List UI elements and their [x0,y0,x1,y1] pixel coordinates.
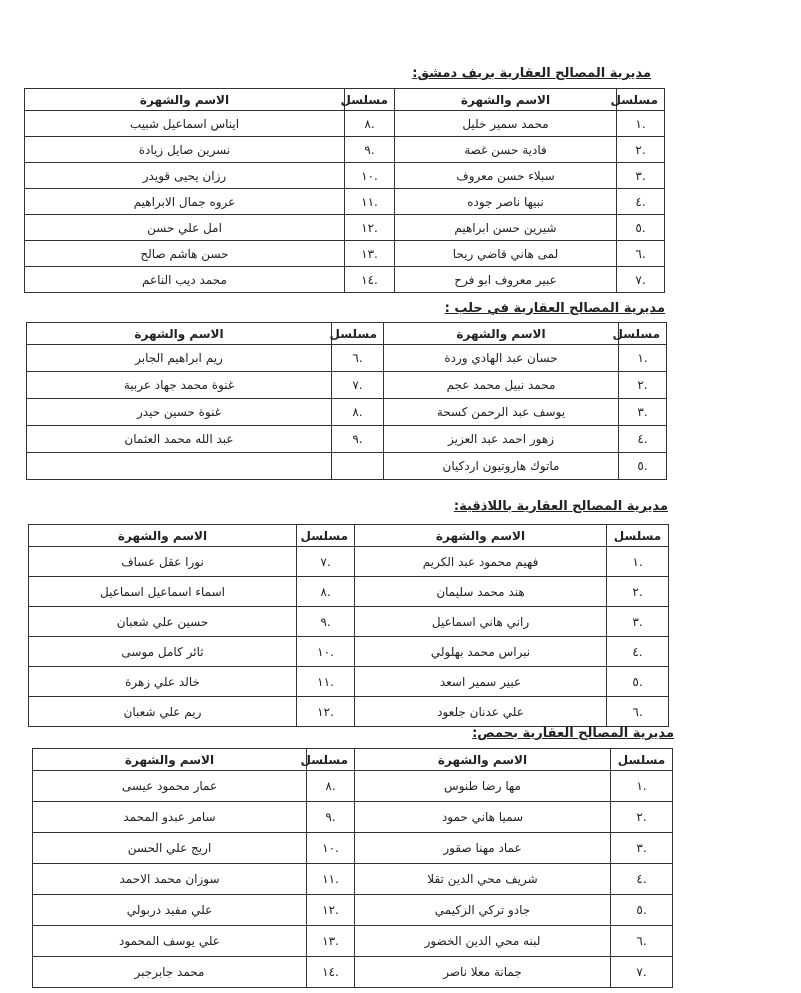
name-cell: سامر عبدو المحمد [33,802,307,833]
serial-cell: .٣ [617,163,665,189]
table-row [33,926,673,957]
table-row [25,137,665,163]
serial-cell: .١١ [307,864,355,895]
name-cell: علي يوسف المحمود [33,926,307,957]
name-cell: حسان عبد الهادي وردة [384,345,619,372]
serial-cell: .٢ [611,802,673,833]
serial-cell: .٤ [607,637,669,667]
header-name: الاسم والشهرة [33,749,307,771]
serial-cell: .٢ [619,372,667,399]
name-cell: غنوة محمد جهاد عربية [27,372,332,399]
name-cell: فهيم محمود عبد الكريم [355,547,607,577]
serial-cell: .٥ [617,215,665,241]
name-cell: شيرين حسن ابراهيم [395,215,617,241]
header-name: الاسم والشهرة [395,89,617,111]
serial-cell: .٧ [332,372,384,399]
name-cell: رزان يحيى قويدر [25,163,345,189]
name-cell: هند محمد سليمان [355,577,607,607]
table-latakia [28,524,669,727]
name-cell: علي مفيد دربولي [33,895,307,926]
serial-cell: .١٠ [297,637,355,667]
table-header-row [33,749,673,771]
serial-cell: .٦ [607,697,669,727]
header-name: الاسم والشهرة [27,323,332,345]
table-row [33,895,673,926]
name-cell: ماتوك هاروتيون اردكيان [384,453,619,480]
name-cell: سوزان محمد الاحمد [33,864,307,895]
serial-cell: .١٤ [307,957,355,988]
serial-cell: .١٣ [345,241,395,267]
name-cell: خالد علي زهرة [29,667,297,697]
serial-cell: .٩ [297,607,355,637]
serial-cell: .١٠ [307,833,355,864]
table-row [25,189,665,215]
table-row [29,547,669,577]
serial-cell: .٣ [611,833,673,864]
serial-cell: .٣ [619,399,667,426]
serial-cell [332,453,384,480]
serial-cell: .٣ [607,607,669,637]
name-cell: عبد الله محمد العثمان [27,426,332,453]
name-cell: محمد سمير خليل [395,111,617,137]
table-row [25,163,665,189]
serial-cell: .١٣ [307,926,355,957]
serial-cell: .١٢ [345,215,395,241]
serial-cell: .٦ [332,345,384,372]
serial-cell: .١ [607,547,669,577]
serial-cell: .٥ [611,895,673,926]
header-serial: مسلسل [611,749,673,771]
name-cell: راني هاني اسماعيل [355,607,607,637]
table-row [27,345,667,372]
serial-cell: .٦ [611,926,673,957]
serial-cell: .١ [617,111,665,137]
table-row [33,833,673,864]
serial-cell: .١٢ [307,895,355,926]
header-name: الاسم والشهرة [25,89,345,111]
serial-cell: .٢ [607,577,669,607]
name-cell: غنوة حسين حيدر [27,399,332,426]
name-cell: حسن هاشم صالح [25,241,345,267]
serial-cell: .٩ [307,802,355,833]
table-row [27,426,667,453]
serial-cell: .٢ [617,137,665,163]
name-cell: اريج علي الحسن [33,833,307,864]
header-serial: مسلسل [617,89,665,111]
table-header-row [25,89,665,111]
table-aleppo [26,322,667,480]
name-cell: ثائر كامل موسى [29,637,297,667]
name-cell: نورا عقل عساف [29,547,297,577]
name-cell: محمد ديب الناعم [25,267,345,293]
serial-cell: .٦ [617,241,665,267]
table-rif-dimashq [24,88,665,293]
serial-cell: .٨ [332,399,384,426]
serial-cell: .١٠ [345,163,395,189]
serial-cell: .٤ [611,864,673,895]
name-cell: سميا هاني حمود [355,802,611,833]
serial-cell: .٨ [345,111,395,137]
serial-cell: .٤ [617,189,665,215]
header-name: الاسم والشهرة [355,525,607,547]
name-cell: مها رضا طنوس [355,771,611,802]
serial-cell: .٥ [607,667,669,697]
name-cell: سبلاء حسن معروف [395,163,617,189]
header-serial: مسلسل [345,89,395,111]
name-cell: علي عدنان جلعود [355,697,607,727]
table-row [33,771,673,802]
name-cell: جادو تركي الزكيمي [355,895,611,926]
serial-cell: .١١ [297,667,355,697]
table-row [29,667,669,697]
table-homs [32,748,673,988]
name-cell: عبير معروف ابو فرح [395,267,617,293]
serial-cell: .٥ [619,453,667,480]
header-name: الاسم والشهرة [355,749,611,771]
table-row [25,215,665,241]
table-row [27,399,667,426]
serial-cell: .٩ [332,426,384,453]
header-serial: مسلسل [607,525,669,547]
name-cell: لبنه محي الدين الخضور [355,926,611,957]
serial-cell: .١ [619,345,667,372]
name-cell: عبير سمير اسعد [355,667,607,697]
name-cell: ريم علي شعبان [29,697,297,727]
table-row [29,637,669,667]
header-name: الاسم والشهرة [384,323,619,345]
name-cell: اسماء اسماعيل اسماعيل [29,577,297,607]
name-cell: محمد نبيل محمد عجم [384,372,619,399]
table-row [29,697,669,727]
table-row [25,267,665,293]
table-row [33,864,673,895]
table-row [25,241,665,267]
table-header-row [29,525,669,547]
table-row [25,111,665,137]
table-row [33,957,673,988]
name-cell: نبراس محمد بهلولي [355,637,607,667]
serial-cell: .٧ [617,267,665,293]
name-cell: محمد جابرجبر [33,957,307,988]
header-serial: مسلسل [307,749,355,771]
name-cell: يوسف عبد الرحمن كسحة [384,399,619,426]
name-cell: نسرين صايل زيادة [25,137,345,163]
serial-cell: .١ [611,771,673,802]
name-cell: ريم ابراهيم الجابر [27,345,332,372]
heading-latakia: مديرية المصالح العقارية باللاذقية: [453,499,668,514]
serial-cell: .١١ [345,189,395,215]
header-name: الاسم والشهرة [29,525,297,547]
header-serial: مسلسل [297,525,355,547]
table-row [29,577,669,607]
serial-cell: .٤ [619,426,667,453]
serial-cell: .٨ [297,577,355,607]
name-cell: نبيها ناصر جوده [395,189,617,215]
name-cell: حسين علي شعبان [29,607,297,637]
table-row [29,607,669,637]
heading-aleppo: مديرية المصالح العقارية في حلب : [444,301,665,316]
heading-homs: مديرية المصالح العقارية بحمص: [472,726,674,741]
header-serial: مسلسل [332,323,384,345]
name-cell: شريف محي الدين تقلا [355,864,611,895]
serial-cell: .٨ [307,771,355,802]
serial-cell: .١٢ [297,697,355,727]
name-cell [27,453,332,480]
table-row [27,453,667,480]
table-row [33,802,673,833]
table-row [27,372,667,399]
name-cell: جمانة معلا ناصر [355,957,611,988]
name-cell: ايناس اسماعيل شبيب [25,111,345,137]
heading-rif-dimashq: مديرية المصالح العقارية بريف دمشق: [412,66,651,81]
header-serial: مسلسل [619,323,667,345]
serial-cell: .٧ [297,547,355,577]
name-cell: زهور احمد عبد العزيز [384,426,619,453]
serial-cell: .١٤ [345,267,395,293]
name-cell: فادية حسن غصة [395,137,617,163]
name-cell: عروه جمال الابراهيم [25,189,345,215]
name-cell: عماد مهنا صقور [355,833,611,864]
serial-cell: .٩ [345,137,395,163]
name-cell: عمار محمود عيسى [33,771,307,802]
name-cell: لمى هاني قاضي ريحا [395,241,617,267]
name-cell: امل علي حسن [25,215,345,241]
serial-cell: .٧ [611,957,673,988]
table-header-row [27,323,667,345]
